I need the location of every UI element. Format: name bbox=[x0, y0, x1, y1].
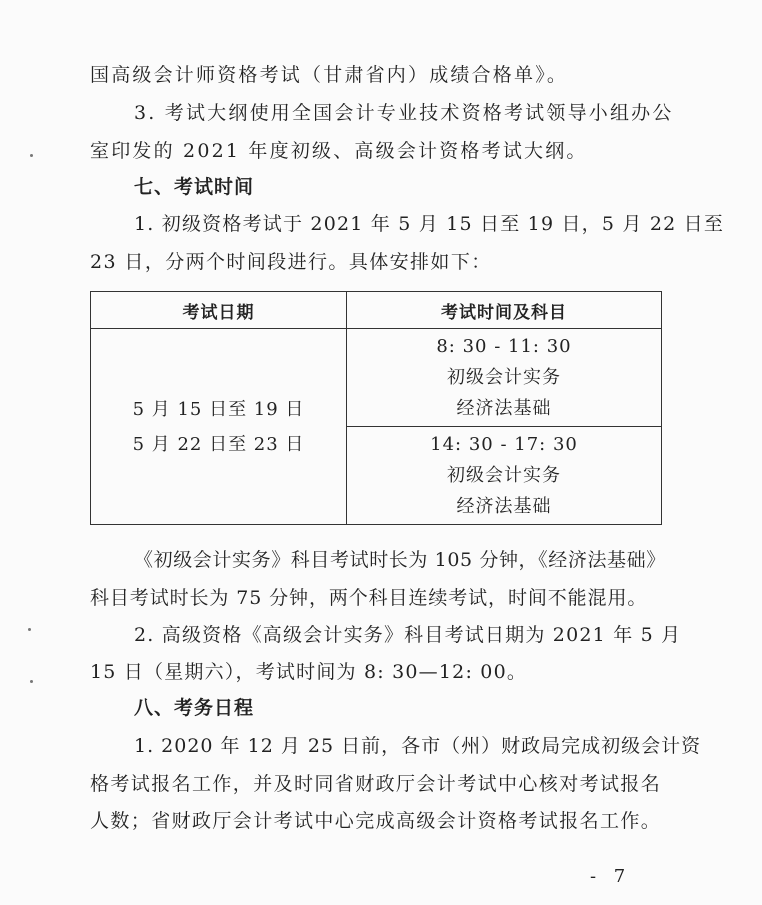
exam-date-line: 5 月 15 日至 19 日 bbox=[132, 398, 305, 420]
session-subject: 经济法基础 bbox=[456, 496, 552, 518]
paragraph-line: 人数；省财政厅会计考试中心完成高级会计资格考试报名工作。 bbox=[90, 810, 662, 832]
margin-dot bbox=[30, 154, 33, 157]
section-heading-7: 七、考试时间 bbox=[134, 176, 255, 198]
session-subject: 初级会计实务 bbox=[447, 367, 561, 389]
exam-date-line: 5 月 22 日至 23 日 bbox=[132, 433, 305, 455]
session-subject: 初级会计实务 bbox=[447, 465, 561, 487]
table-row bbox=[91, 329, 662, 427]
paragraph-line: 国高级会计师资格考试（甘肃省内）成绩合格单》。 bbox=[90, 64, 569, 86]
exam-schedule-table bbox=[90, 291, 662, 525]
paragraph-line: 科目考试时长为 75 分钟，两个科目连续考试，时间不能混用。 bbox=[90, 587, 648, 609]
paragraph-line: 《初级会计实务》科目考试时长为 105 分钟，《经济法基础》 bbox=[134, 549, 666, 571]
session-cell-1 bbox=[347, 329, 662, 427]
paragraph-line: 1. 初级资格考试于 2021 年 5 月 15 日至 19 日，5 月 22 日至 bbox=[134, 213, 725, 235]
session-time: 8: 30 - 11: 30 bbox=[436, 336, 572, 358]
paragraph-line: 3. 考试大纲使用全国会计专业技术资格考试领导小组办公 bbox=[134, 102, 674, 124]
paragraph-line: 1. 2020 年 12 月 25 日前，各市（州）财政局完成初级会计资 bbox=[134, 735, 702, 757]
header-exam-date: 考试日期 bbox=[91, 292, 347, 329]
table-header-row bbox=[91, 292, 662, 329]
session-subject: 经济法基础 bbox=[456, 398, 552, 420]
paragraph-line: 格考试报名工作，并及时同省财政厅会计考试中心核对考试报名 bbox=[90, 773, 662, 795]
session-cell-2 bbox=[347, 427, 662, 525]
paragraph-line: 室印发的 2021 年度初级、高级会计资格考试大纲。 bbox=[90, 140, 588, 162]
paragraph-line: 15 日（星期六），考试时间为 8: 30—12: 00。 bbox=[90, 661, 528, 683]
margin-dot bbox=[28, 628, 31, 631]
page-number: - 7 bbox=[590, 866, 632, 887]
margin-dot bbox=[30, 680, 33, 683]
paragraph-line: 23 日，分两个时间段进行。具体安排如下： bbox=[90, 251, 492, 273]
section-heading-8: 八、考务日程 bbox=[134, 697, 255, 719]
exam-dates-cell bbox=[91, 329, 347, 525]
session-time: 14: 30 - 17: 30 bbox=[430, 434, 578, 456]
paragraph-line: 2. 高级资格《高级会计实务》科目考试日期为 2021 年 5 月 bbox=[134, 624, 682, 646]
header-exam-time-subject: 考试时间及科目 bbox=[347, 292, 662, 329]
